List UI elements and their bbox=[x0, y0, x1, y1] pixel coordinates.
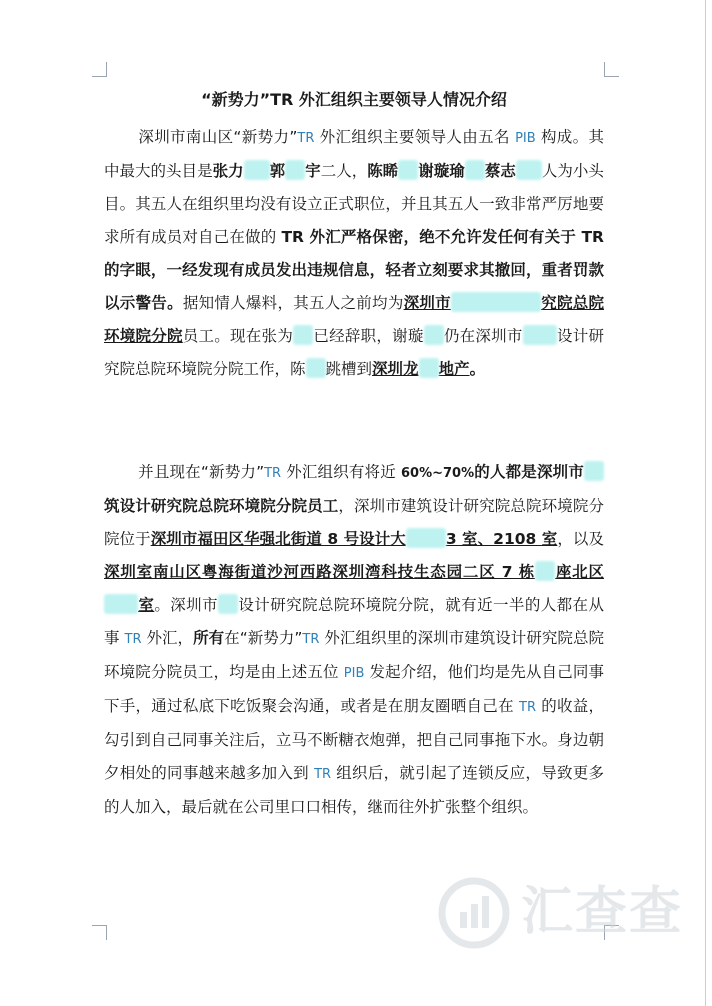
redaction-mark bbox=[465, 160, 485, 180]
redaction-mark bbox=[285, 160, 305, 180]
underlined-text: 深圳龙 bbox=[372, 360, 419, 378]
watermark bbox=[433, 872, 693, 952]
percentage-text: 60%~70% bbox=[401, 466, 475, 481]
text: 员工。现在张为 bbox=[182, 327, 294, 345]
latin-term: TR bbox=[314, 767, 332, 782]
latin-term: PIB bbox=[515, 131, 536, 146]
text: 外汇组织有将近 bbox=[281, 463, 401, 481]
text: 设计研究院总院环境院分院工作，陈 bbox=[104, 327, 604, 378]
redaction-mark bbox=[104, 594, 138, 614]
text: 外汇组织主要领导人由五名 bbox=[314, 128, 516, 146]
text: 设计研究院总院环境院分院，就有近一半的人都在从事 bbox=[104, 596, 604, 647]
person-name: 陈睎 bbox=[367, 162, 399, 180]
redaction-mark bbox=[218, 594, 238, 614]
bold-text: 的人都是深圳市 bbox=[474, 463, 584, 481]
redaction-mark bbox=[306, 358, 326, 378]
text: 发起介绍，他们均是先从自己同事下手，通过私底下吃饭聚会沟通，或者是在朋友圈晒自己在 bbox=[104, 663, 604, 715]
redaction-mark bbox=[398, 160, 418, 180]
paragraph-2 bbox=[104, 456, 604, 824]
text: 外汇组织里的深圳市建筑设计研究院总院环境院分院员工，均是由上述五位 bbox=[104, 629, 604, 681]
document-title: “新势力”TR 外汇组织主要领导人情况介绍 bbox=[201, 90, 507, 109]
redaction-mark bbox=[424, 325, 444, 345]
bar-chart-circle-icon bbox=[437, 876, 511, 950]
bold-text: 筑设计研究院总院环境院分院员工 bbox=[104, 497, 339, 515]
underlined-text: 深圳室南山区粤海街道沙河西路深圳湾科技生态园二区 7 栋 bbox=[104, 563, 536, 581]
redaction-mark bbox=[584, 461, 604, 481]
text: 。深圳市 bbox=[154, 596, 218, 614]
margin-corner-top-right bbox=[604, 62, 619, 77]
latin-term: PIB bbox=[343, 666, 365, 681]
text: 构成。其中最大的头目是 bbox=[104, 128, 605, 180]
redaction-mark bbox=[516, 160, 542, 180]
person-name: 谢璇瑜 bbox=[418, 162, 465, 180]
page-edge bbox=[705, 0, 706, 1006]
text: 据知情人爆料，其五人之前均为 bbox=[182, 294, 404, 312]
text: 二人， bbox=[320, 162, 368, 180]
margin-corner-top-left bbox=[92, 62, 107, 77]
underlined-text: 室 bbox=[138, 596, 155, 614]
latin-term: TR bbox=[264, 466, 282, 481]
person-name: 蔡志 bbox=[484, 162, 516, 180]
text: ，以及 bbox=[557, 530, 604, 548]
underlined-text: 究院总院环境院分院 bbox=[104, 294, 604, 345]
text: 外汇， bbox=[141, 629, 194, 647]
text: ，深圳市建筑设计研究院总院环境院分院位于 bbox=[104, 497, 604, 548]
redaction-mark bbox=[523, 325, 557, 345]
watermark-text: 汇查查 bbox=[521, 882, 684, 942]
redaction-mark bbox=[451, 292, 541, 312]
person-name: 宇 bbox=[305, 162, 321, 180]
text: 人为小头目。其五人在组织里均没有设立正式职位，并且其五人一致非常严厉地要求所有成员对自己在做的 bbox=[104, 162, 604, 246]
latin-term: TR bbox=[124, 632, 142, 647]
text: 。 bbox=[469, 360, 486, 378]
underlined-text: 座北区 bbox=[555, 563, 604, 581]
latin-term: TR bbox=[302, 632, 320, 647]
latin-term: TR bbox=[297, 131, 315, 146]
redaction-mark bbox=[244, 160, 270, 180]
redaction-mark bbox=[419, 358, 439, 378]
margin-corner-bottom-left bbox=[92, 925, 107, 940]
text: 深圳市南山区“新势力” bbox=[138, 128, 298, 146]
bold-text: TR bbox=[581, 228, 604, 246]
redaction-mark bbox=[406, 528, 446, 548]
underlined-text: 地产 bbox=[438, 360, 470, 378]
text: 仍在深圳市 bbox=[443, 327, 523, 345]
redaction-mark bbox=[535, 561, 555, 581]
text: 在“新势力” bbox=[224, 629, 303, 647]
text: 的收益，勾引到自己同事关注后，立马不断糖衣炮弹，把自己同事拖下水。身边朝夕相处的同事越来越多加入到 bbox=[104, 697, 604, 782]
latin-term: TR bbox=[519, 700, 537, 715]
bold-text: TR 外汇严格保密，绝不允许发任何有关于 bbox=[281, 228, 582, 246]
person-name: 张力 bbox=[212, 162, 244, 180]
bold-text: 的字眼，一经发现有成员发出违规信息，轻者立刻要求其撤回，重者罚款以示警告。 bbox=[104, 261, 604, 312]
paragraph-1 bbox=[104, 121, 604, 386]
text: 跳槽到 bbox=[325, 360, 373, 378]
underlined-text: 深圳市 bbox=[403, 294, 451, 312]
text: 并且现在“新势力” bbox=[138, 463, 265, 481]
text: 组织后，就引起了连锁反应，导致更多的人加入，最后就在公司里口口相传，继而往外扩张整个组织。 bbox=[104, 764, 604, 816]
underlined-text: 3 室、2108 室 bbox=[445, 530, 558, 548]
redaction-mark bbox=[293, 325, 313, 345]
person-name: 郭 bbox=[269, 162, 286, 180]
bold-text: 所有 bbox=[193, 629, 225, 647]
text: 已经辞职，谢璇 bbox=[313, 327, 424, 345]
underlined-text: 深圳市福田区华强北街道 8 号设计大 bbox=[150, 530, 406, 548]
